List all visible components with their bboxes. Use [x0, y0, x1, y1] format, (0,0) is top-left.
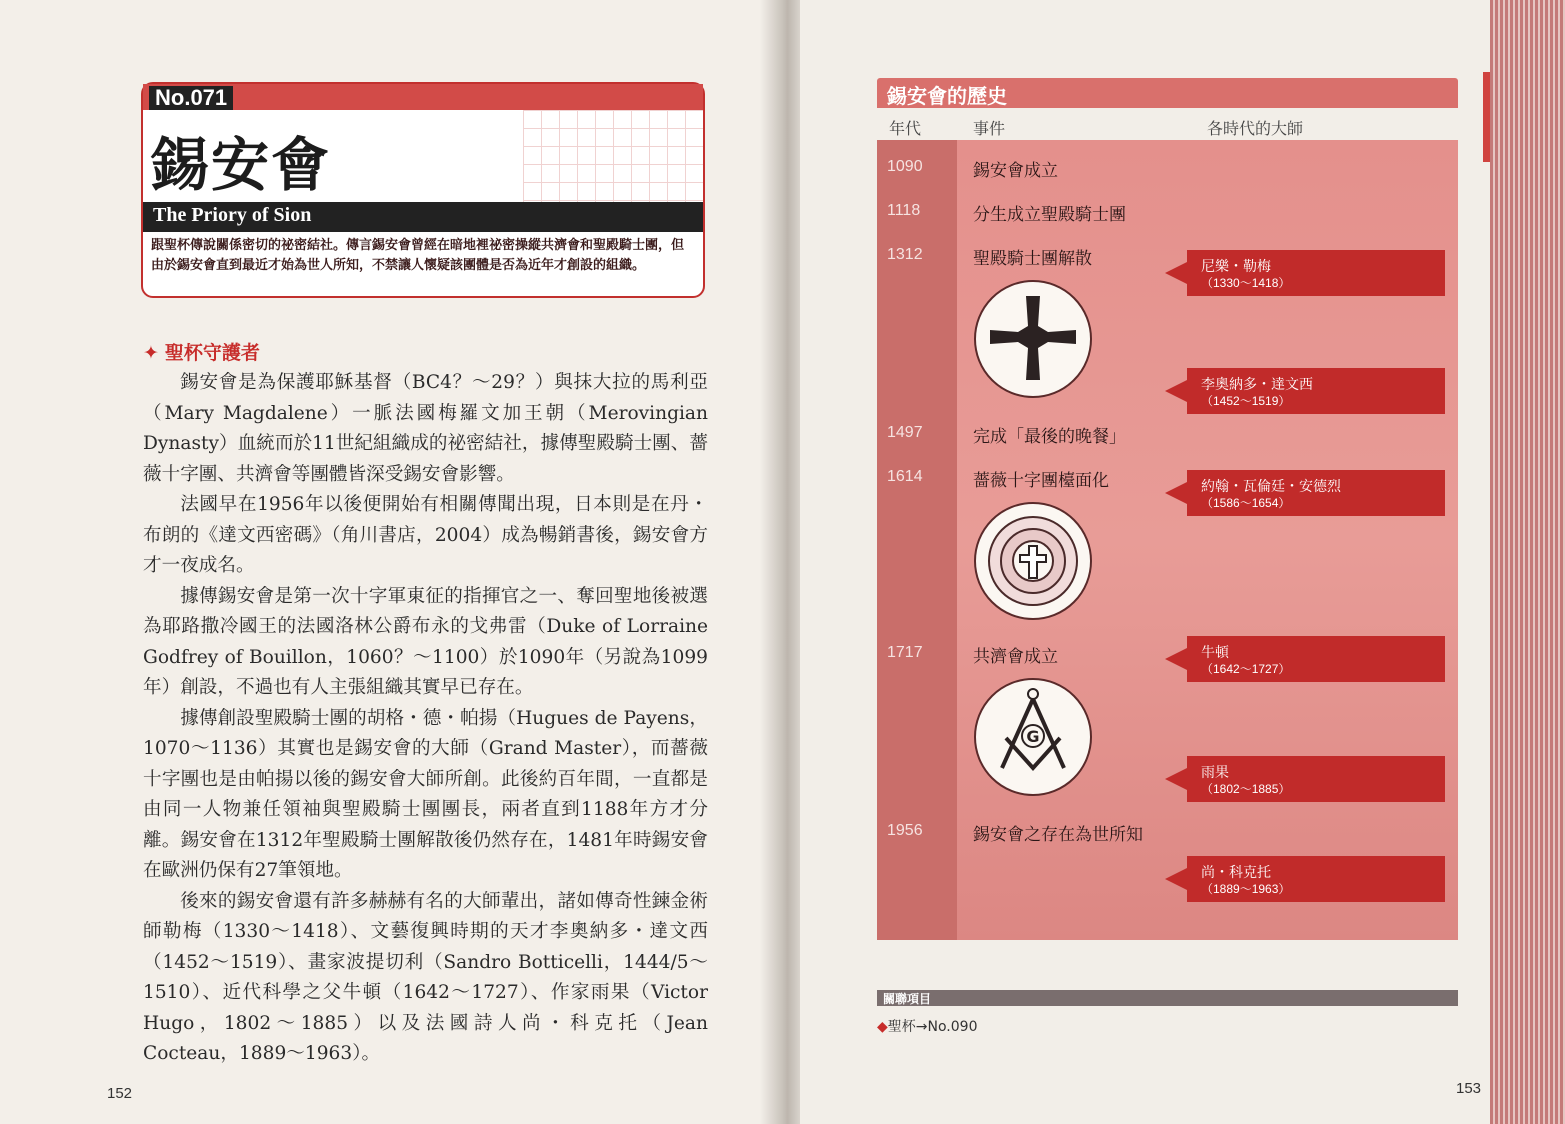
timeline-row	[877, 152, 1458, 182]
page-title: 錫安會	[151, 131, 332, 199]
master-dates: （1452～1519）	[1201, 394, 1291, 408]
right-page	[800, 0, 1490, 1124]
master-name: 尚・科克托	[1201, 865, 1271, 881]
paragraph: 據傳創設聖殿騎士團的胡格・德・帕揚（Hugues de Payens，1070～1136）其實也是錫安會的大師（Grand Master），而薔薇十字團也是由帕揚以後的錫安會大師所創。此後約百年間，一直都是由同一人物兼任領袖與聖殿騎士團團長，兩者直到1188年方才分離。錫安會在1312年聖殿騎士團解散後仍然存在，1481年時錫安會在歐洲仍保有27筆領地。	[143, 707, 708, 881]
timeline-year: 1497	[887, 424, 923, 441]
master-box	[1187, 368, 1445, 414]
timeline-event: 薔薇十字團檯面化	[973, 471, 1109, 491]
related-item-text: 聖杯→No.090	[887, 1019, 978, 1035]
master-box	[1187, 250, 1445, 296]
master-box	[1187, 470, 1445, 516]
left-page	[0, 0, 780, 1124]
master-dates: （1586～1654）	[1201, 496, 1291, 510]
masonic-compass-icon	[974, 678, 1092, 796]
master-name: 雨果	[1201, 765, 1229, 781]
master-name: 約翰・瓦倫廷・安德烈	[1201, 479, 1341, 495]
title-grid-decoration	[523, 110, 703, 206]
summary-text: 跟聖杯傳說關係密切的祕密結社。傳言錫安會曾經在暗地裡祕密操縱共濟會和聖殿騎士團，但由於錫安會直到最近才始為世人所知，不禁讓人懷疑該團體是否為近年才創設的組織。	[151, 238, 685, 273]
timeline-row	[877, 196, 1458, 226]
section-heading-text: 聖杯守護者	[164, 342, 260, 364]
master-dates: （1330～1418）	[1201, 276, 1291, 290]
entry-number: No.071	[149, 86, 233, 110]
master-dates: （1802～1885）	[1201, 782, 1291, 796]
related-item-link[interactable]	[877, 1016, 977, 1036]
timeline-event: 錫安會之存在為世所知	[973, 825, 1143, 845]
timeline-event: 聖殿騎士團解散	[973, 249, 1092, 269]
paragraph: 錫安會是為保護耶穌基督（BC4？～29？）與抹大拉的馬利亞（Mary Magdalene）一脈法國梅羅文加王朝（Merovingian Dynasty）血統而於11世紀組織成的祕密結社，據傳聖殿騎士團、薔薇十字團、共濟會等團體皆深受錫安會影響。	[143, 372, 708, 485]
section-heading	[143, 338, 260, 365]
timeline-row	[877, 816, 1458, 846]
master-name: 李奧納多・達文西	[1201, 377, 1313, 393]
diamond-icon: ✦	[143, 342, 159, 364]
master-name: 尼樂・勒梅	[1201, 259, 1271, 275]
master-box	[1187, 856, 1445, 902]
page-edges	[1490, 0, 1565, 1124]
paragraph: 據傳錫安會是第一次十字軍東征的指揮官之一、奪回聖地後被選為耶路撒冷國王的法國洛林公爵布永的戈弗雷（Duke of Lorraine Godfrey of Bouillon，1060？～1100）於1090年（另說為1099年）創設，不過也有人主張組織其實早已存在。	[143, 585, 708, 698]
master-dates: （1889～1963）	[1201, 882, 1291, 896]
page-number-right: 153	[1456, 1080, 1482, 1097]
column-header-year: 年代	[889, 119, 922, 138]
master-name: 牛頓	[1201, 645, 1229, 661]
svg-text:G: G	[1026, 727, 1040, 746]
timeline-year: 1090	[887, 158, 923, 175]
timeline-event: 共濟會成立	[973, 647, 1058, 667]
paragraph: 法國早在1956年以後便開始有相關傳聞出現，日本則是在丹・布朗的《達文西密碼》（角川書店，2004）成為暢銷書後，錫安會方才一夜成名。	[143, 494, 708, 576]
timeline-event: 分生成立聖殿騎士團	[973, 205, 1126, 225]
master-box	[1187, 636, 1445, 682]
history-header	[877, 78, 1458, 108]
master-dates: （1642～1727）	[1201, 662, 1291, 676]
timeline-year: 1717	[887, 644, 923, 661]
page-number-left: 152	[107, 1085, 133, 1102]
history-title: 錫安會的歷史	[887, 84, 1007, 108]
timeline-event: 錫安會成立	[973, 161, 1058, 181]
timeline-event: 完成「最後的晚餐」	[973, 427, 1126, 447]
column-headers	[877, 110, 1458, 140]
related-items-label: 關聯項目	[883, 992, 932, 1006]
timeline-year: 1118	[887, 202, 921, 219]
diamond-icon: ◆	[877, 1019, 888, 1035]
timeline-year: 1614	[887, 468, 923, 485]
templar-cross-icon	[974, 280, 1092, 398]
timeline-chart	[877, 140, 1458, 940]
body-text	[143, 368, 708, 1070]
paragraph: 後來的錫安會還有許多赫赫有名的大師輩出，諸如傳奇性鍊金術師勒梅（1330～1418）、文藝復興時期的天才李奧納多・達文西（1452～1519）、畫家波提切利（Sandro Botticelli，1444/5～1510）、近代科學之父牛頓（1642～1727）、作家雨果（Victor Hugo，1802～1885）以及法國詩人尚・科克托（Jean Cocteau，1889～1963）。	[143, 890, 708, 1064]
column-header-masters: 各時代的大師	[1207, 119, 1304, 138]
rose-cross-icon	[974, 502, 1092, 620]
column-header-event: 事件	[973, 119, 1006, 138]
timeline-year: 1956	[887, 822, 923, 839]
timeline-year: 1312	[887, 246, 923, 263]
title-box	[141, 82, 705, 298]
master-box	[1187, 756, 1445, 802]
timeline-row	[877, 418, 1458, 448]
page-subtitle: The Priory of Sion	[153, 204, 312, 226]
related-items-bar	[877, 990, 1458, 1006]
